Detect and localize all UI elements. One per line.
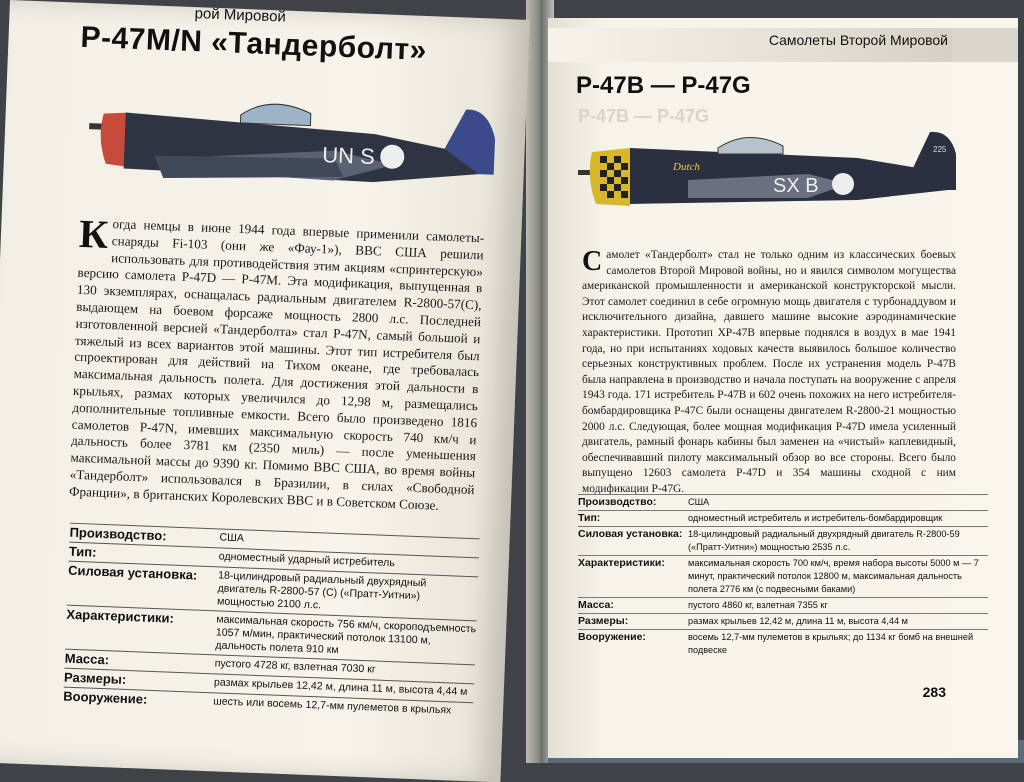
spec-value: пустого 4860 кг, взлетная 7355 кг [688,600,828,610]
spec-label: Вооружение: [63,688,148,707]
spec-value: восемь 12,7-мм пулеметов в крыльях; до 1134 кг бомб на внешней подвеске [688,632,974,655]
right-dropcap: С [582,246,603,277]
spec-label: Характеристики: [578,557,665,569]
p47d-plane-illustration [578,118,968,228]
right-article-text [582,248,956,498]
spec-row [578,495,988,511]
red-cowling [99,112,127,167]
show-through-title: P-47B — P-47G [578,106,710,126]
spec-row [578,556,988,598]
left-article-text [68,210,485,516]
p47n-plane-illustration [72,83,506,219]
plane-marking: UN S [321,142,376,170]
spec-row [578,630,988,659]
spec-row [578,614,988,630]
left-running-header: рой Мировой [194,5,287,26]
spec-value: одноместный ударный истребитель [218,550,396,570]
left-spec-table [63,523,480,722]
spec-label: Характеристики: [66,606,175,626]
spec-value: 18-цилиндровый радиальный двухрядный двигатель R-2800-59 («Пратт-Уитни») мощностью 2535 л.с. [688,529,960,552]
canopy [240,103,311,126]
spec-label: Тип: [68,543,97,560]
right-page [548,18,1018,758]
spec-value: размах крыльев 12,42 м, длина 11 м, высота 4,44 м [213,676,468,699]
spec-label: Масса: [578,599,614,611]
spec-label: Производство: [69,524,167,544]
spec-label: Вооружение: [578,631,646,643]
right-header-corner [952,28,1018,62]
spec-value: одноместный истребитель и истребитель-бомбардировщик [688,513,943,523]
spec-value: 18-цилиндровый радиальный двухрядный двигатель R-2800-57 (C) («Пратт-Уитни») мощностью 2100 л.с. [216,569,427,612]
spec-value: США [219,531,245,545]
plane-marking: SX B [773,175,819,197]
spec-label: Тип: [578,512,601,524]
spec-value: пустого 4728 кг, взлетная 7030 кг [214,657,376,676]
nose-art-name: Dutch [673,161,700,173]
spec-value: максимальная скорость 756 км/ч, скороподъемность 1057 м/мин, практический потолок 13100 м, дальность полета 910 км [215,613,477,657]
right-spec-table [578,494,988,658]
spec-label: Размеры: [578,615,629,627]
left-page-title: P-47M/N «Тандерболт» [79,20,428,68]
spec-label: Масса: [64,650,110,668]
spec-label: Размеры: [63,669,127,687]
left-article-body: огда немцы в июне 1944 года впервые применили самолеты-снаряды Fi-103 (они же «Фау-1»), ВВС США решили использовать для противодействия этим акциям «спринтерскую» версию самолета P-47D — P-47M. Эта модификация, выпущенная в 130 экземплярах, оснащалась радиальным двигателем R-2800-57(C), выдающем на боевом форсаже мощность 2800 л.с. Последней изготовленной версией «Тандерболта» стал P-47N, самый большой и тяжелый из всех вариантов этой машины. Этот тип истребителя был спроектирован для действий на Тихом океане, где требовалась максимальная дальность полета. Для достижения этой дальности в крыльях, размах которых увеличился до 12,98 м, размещались дополнительные топливные емкости. Всего было произведено 1816 самолетов P-47N, имевших максимальную скорость 740 км/ч и дальность более 3781 км (2350 миль) — после уменьшения максимальной массы до 9390 кг. Помимо ВВС США, во время войны «Тандерболт» использовался в Бразилии, в силах «Свободной Франции», в британских Королевских ВВС и в Советском Союзе. [68,216,485,513]
left-dropcap: К [78,210,109,257]
spec-value: США [688,497,710,507]
spec-value: максимальная скорость 700 км/ч, время набора высоты 5000 м — 7 минут, практический потолок 12800 м, максимальная дальность полета 2776 км (с подвесными баками) [688,558,979,594]
star-insignia [832,173,854,195]
spec-label: Силовая установка: [578,528,683,540]
right-article-body: амолет «Тандерболт» стал не только одним из классических боевых самолетов Второй Мировой войны, но и явился символом могущества американской промышленности и американской конструкторской мысли. Этот самолет соединил в себе огромную мощь двигателя с турбонаддувом и исключительного дизайна, давшего машине высокие аэродинамические характеристики. Прототип XP-47B впервые поднялся в воздух в мае 1941 года, но при испытаниях ходовых качеств выявилось большое количество серьезных конструктивных проблем. После их устранения модель P-47B была направлена в производство и начала поступать на вооружение с апреля 1943 года. 171 истребитель P-47B и 602 очень похожих на него истребителя-бомбардировщика P-47C были оснащены двигателем R-2800-21 мощностью 2000 л.с. Следующая, более мощная модификация P-47D имела усиленный двигатель, рамный фонарь кабины был заменен на «чистый» каплевидный, обеспечивавший пилоту максимальный обзор во все стороны. Всего было выпущено 12603 самолета P-47D и 354 машины сходной с ним модификации P-47G. [582,249,956,495]
tail-code: 225 [933,145,947,154]
spec-value: размах крыльев 12,42 м, длина 11 м, высота 4,44 м [688,616,908,626]
spec-row [578,598,988,614]
spec-value: шесть или восемь 12,7-мм пулеметов в крыльях [212,695,452,717]
spec-row [578,527,988,556]
right-page-title: P-47B — P-47G [576,72,751,99]
spec-label: Силовая установка: [67,562,198,583]
page-number: 283 [922,684,946,700]
canopy [718,137,783,154]
spec-row [578,511,988,527]
spec-label: Производство: [578,496,657,508]
right-running-header: Самолеты Второй Мировой [768,32,948,48]
